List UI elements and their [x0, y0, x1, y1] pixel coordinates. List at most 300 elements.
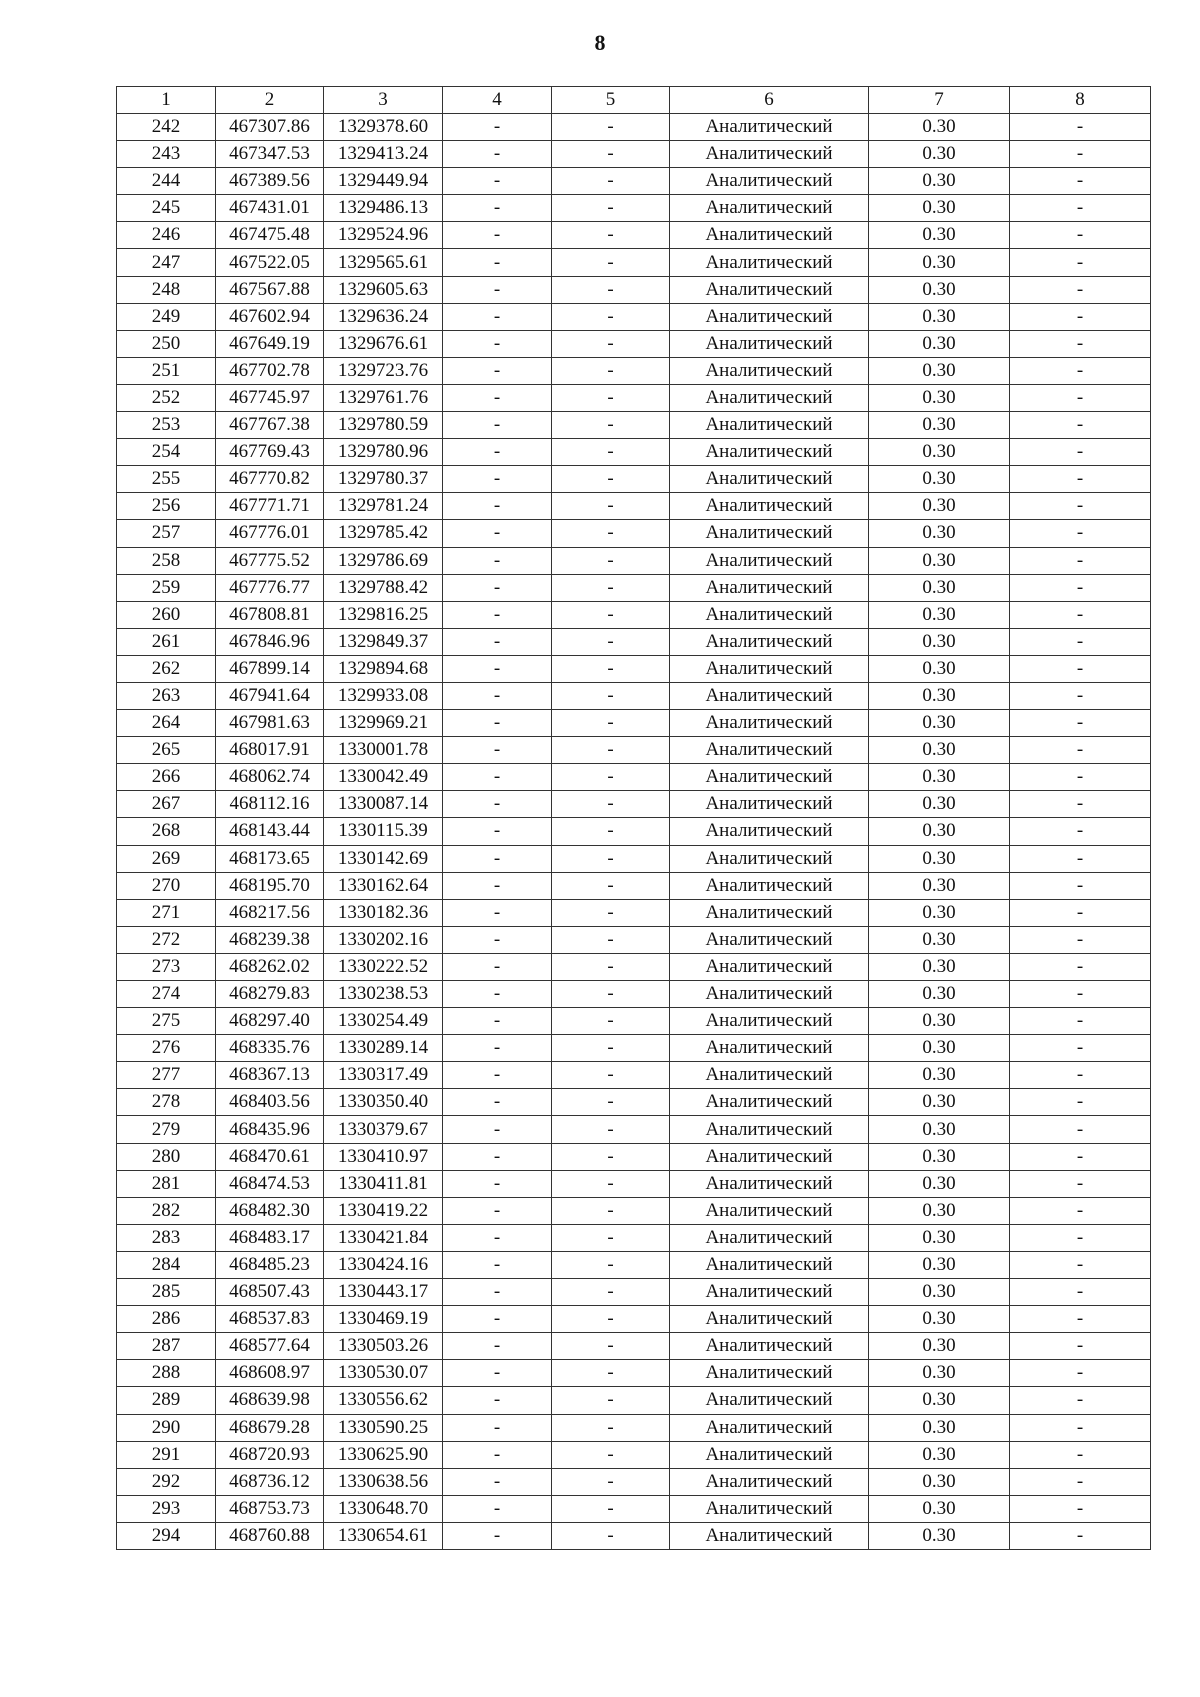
col-4-cell: -: [443, 981, 552, 1008]
col-5-cell: -: [552, 926, 670, 953]
y-coordinate-cell: 1330530.07: [324, 1360, 443, 1387]
col-5-cell: -: [552, 547, 670, 574]
col-5-cell: -: [552, 601, 670, 628]
y-coordinate-cell: 1330162.64: [324, 872, 443, 899]
point-number-cell: 290: [117, 1414, 216, 1441]
col-4-cell: -: [443, 412, 552, 439]
point-number-cell: 269: [117, 845, 216, 872]
x-coordinate-cell: 468173.65: [216, 845, 324, 872]
x-coordinate-cell: 467745.97: [216, 384, 324, 411]
table-row: [117, 953, 1151, 980]
method-cell: Аналитический: [670, 1062, 869, 1089]
point-number-cell: 292: [117, 1468, 216, 1495]
point-number-cell: 246: [117, 222, 216, 249]
col-8-cell: -: [1010, 1279, 1151, 1306]
table-row: [117, 1089, 1151, 1116]
y-coordinate-cell: 1330503.26: [324, 1333, 443, 1360]
accuracy-cell: 0.30: [869, 737, 1010, 764]
point-number-cell: 288: [117, 1360, 216, 1387]
accuracy-cell: 0.30: [869, 1251, 1010, 1278]
table-row: [117, 1062, 1151, 1089]
col-8-cell: -: [1010, 737, 1151, 764]
col-4-cell: -: [443, 845, 552, 872]
col-5-cell: -: [552, 222, 670, 249]
method-cell: Аналитический: [670, 737, 869, 764]
col-5-cell: -: [552, 953, 670, 980]
table-row: [117, 1251, 1151, 1278]
col-4-cell: -: [443, 249, 552, 276]
col-4-cell: -: [443, 357, 552, 384]
point-number-cell: 245: [117, 195, 216, 222]
accuracy-cell: 0.30: [869, 953, 1010, 980]
col-8-cell: -: [1010, 1522, 1151, 1549]
col-4-cell: -: [443, 1522, 552, 1549]
col-8-cell: -: [1010, 710, 1151, 737]
table-row: [117, 1224, 1151, 1251]
y-coordinate-cell: 1329636.24: [324, 303, 443, 330]
col-8-cell: -: [1010, 520, 1151, 547]
point-number-cell: 255: [117, 466, 216, 493]
col-4-cell: -: [443, 439, 552, 466]
method-cell: Аналитический: [670, 466, 869, 493]
point-number-cell: 280: [117, 1143, 216, 1170]
table-row: [117, 899, 1151, 926]
accuracy-cell: 0.30: [869, 682, 1010, 709]
y-coordinate-cell: 1329780.37: [324, 466, 443, 493]
accuracy-cell: 0.30: [869, 1360, 1010, 1387]
table-row: [117, 1170, 1151, 1197]
accuracy-cell: 0.30: [869, 1143, 1010, 1170]
x-coordinate-cell: 467808.81: [216, 601, 324, 628]
col-5-cell: -: [552, 1251, 670, 1278]
point-number-cell: 273: [117, 953, 216, 980]
method-cell: Аналитический: [670, 981, 869, 1008]
point-number-cell: 247: [117, 249, 216, 276]
x-coordinate-cell: 468279.83: [216, 981, 324, 1008]
method-cell: Аналитический: [670, 872, 869, 899]
x-coordinate-cell: 467567.88: [216, 276, 324, 303]
column-header-3: 3: [324, 87, 443, 114]
col-8-cell: -: [1010, 1089, 1151, 1116]
point-number-cell: 254: [117, 439, 216, 466]
col-4-cell: -: [443, 1468, 552, 1495]
accuracy-cell: 0.30: [869, 1522, 1010, 1549]
accuracy-cell: 0.30: [869, 222, 1010, 249]
col-4-cell: -: [443, 737, 552, 764]
accuracy-cell: 0.30: [869, 1035, 1010, 1062]
y-coordinate-cell: 1330625.90: [324, 1441, 443, 1468]
method-cell: Аналитический: [670, 1360, 869, 1387]
method-cell: Аналитический: [670, 1468, 869, 1495]
col-8-cell: -: [1010, 1170, 1151, 1197]
x-coordinate-cell: 467941.64: [216, 682, 324, 709]
accuracy-cell: 0.30: [869, 764, 1010, 791]
table-row: [117, 601, 1151, 628]
column-header-4: 4: [443, 87, 552, 114]
accuracy-cell: 0.30: [869, 845, 1010, 872]
x-coordinate-cell: 468736.12: [216, 1468, 324, 1495]
accuracy-cell: 0.30: [869, 249, 1010, 276]
accuracy-cell: 0.30: [869, 791, 1010, 818]
method-cell: Аналитический: [670, 1522, 869, 1549]
method-cell: Аналитический: [670, 303, 869, 330]
col-4-cell: -: [443, 1495, 552, 1522]
col-5-cell: -: [552, 276, 670, 303]
point-number-cell: 274: [117, 981, 216, 1008]
col-5-cell: -: [552, 791, 670, 818]
method-cell: Аналитический: [670, 845, 869, 872]
accuracy-cell: 0.30: [869, 330, 1010, 357]
col-5-cell: -: [552, 1387, 670, 1414]
col-8-cell: -: [1010, 926, 1151, 953]
table-row: [117, 764, 1151, 791]
y-coordinate-cell: 1329524.96: [324, 222, 443, 249]
col-4-cell: -: [443, 168, 552, 195]
method-cell: Аналитический: [670, 114, 869, 141]
method-cell: Аналитический: [670, 330, 869, 357]
method-cell: Аналитический: [670, 1306, 869, 1333]
col-4-cell: -: [443, 547, 552, 574]
y-coordinate-cell: 1330254.49: [324, 1008, 443, 1035]
x-coordinate-cell: 467522.05: [216, 249, 324, 276]
y-coordinate-cell: 1330469.19: [324, 1306, 443, 1333]
col-8-cell: -: [1010, 1008, 1151, 1035]
table-row: [117, 466, 1151, 493]
accuracy-cell: 0.30: [869, 1468, 1010, 1495]
col-8-cell: -: [1010, 168, 1151, 195]
col-5-cell: -: [552, 141, 670, 168]
method-cell: Аналитический: [670, 1495, 869, 1522]
x-coordinate-cell: 467775.52: [216, 547, 324, 574]
x-coordinate-cell: 468195.70: [216, 872, 324, 899]
table-row: [117, 1495, 1151, 1522]
col-4-cell: -: [443, 1143, 552, 1170]
x-coordinate-cell: 468485.23: [216, 1251, 324, 1278]
y-coordinate-cell: 1330142.69: [324, 845, 443, 872]
x-coordinate-cell: 467771.71: [216, 493, 324, 520]
point-number-cell: 248: [117, 276, 216, 303]
accuracy-cell: 0.30: [869, 1116, 1010, 1143]
x-coordinate-cell: 468143.44: [216, 818, 324, 845]
col-8-cell: -: [1010, 547, 1151, 574]
table-row: [117, 520, 1151, 547]
col-5-cell: -: [552, 1170, 670, 1197]
coordinates-table: [116, 86, 1151, 1550]
col-5-cell: -: [552, 1089, 670, 1116]
point-number-cell: 258: [117, 547, 216, 574]
table-row: [117, 1522, 1151, 1549]
y-coordinate-cell: 1329449.94: [324, 168, 443, 195]
y-coordinate-cell: 1330654.61: [324, 1522, 443, 1549]
col-4-cell: -: [443, 601, 552, 628]
method-cell: Аналитический: [670, 710, 869, 737]
x-coordinate-cell: 468639.98: [216, 1387, 324, 1414]
x-coordinate-cell: 467431.01: [216, 195, 324, 222]
col-4-cell: -: [443, 682, 552, 709]
accuracy-cell: 0.30: [869, 547, 1010, 574]
x-coordinate-cell: 468062.74: [216, 764, 324, 791]
col-8-cell: -: [1010, 384, 1151, 411]
col-4-cell: -: [443, 872, 552, 899]
x-coordinate-cell: 468017.91: [216, 737, 324, 764]
col-4-cell: -: [443, 953, 552, 980]
col-5-cell: -: [552, 1522, 670, 1549]
col-4-cell: -: [443, 1251, 552, 1278]
col-8-cell: -: [1010, 412, 1151, 439]
col-8-cell: -: [1010, 114, 1151, 141]
table-row: [117, 1035, 1151, 1062]
x-coordinate-cell: 468753.73: [216, 1495, 324, 1522]
point-number-cell: 263: [117, 682, 216, 709]
col-4-cell: -: [443, 710, 552, 737]
method-cell: Аналитический: [670, 1441, 869, 1468]
y-coordinate-cell: 1330238.53: [324, 981, 443, 1008]
col-4-cell: -: [443, 574, 552, 601]
col-5-cell: -: [552, 114, 670, 141]
method-cell: Аналитический: [670, 520, 869, 547]
accuracy-cell: 0.30: [869, 628, 1010, 655]
col-8-cell: -: [1010, 1414, 1151, 1441]
col-8-cell: -: [1010, 303, 1151, 330]
col-8-cell: -: [1010, 601, 1151, 628]
col-8-cell: -: [1010, 1333, 1151, 1360]
method-cell: Аналитический: [670, 574, 869, 601]
y-coordinate-cell: 1329413.24: [324, 141, 443, 168]
col-8-cell: -: [1010, 818, 1151, 845]
accuracy-cell: 0.30: [869, 141, 1010, 168]
col-5-cell: -: [552, 439, 670, 466]
method-cell: Аналитический: [670, 764, 869, 791]
y-coordinate-cell: 1329816.25: [324, 601, 443, 628]
accuracy-cell: 0.30: [869, 1387, 1010, 1414]
accuracy-cell: 0.30: [869, 1306, 1010, 1333]
method-cell: Аналитический: [670, 655, 869, 682]
col-4-cell: -: [443, 195, 552, 222]
table-row: [117, 330, 1151, 357]
col-8-cell: -: [1010, 1360, 1151, 1387]
accuracy-cell: 0.30: [869, 1197, 1010, 1224]
y-coordinate-cell: 1329780.59: [324, 412, 443, 439]
col-4-cell: -: [443, 1414, 552, 1441]
col-5-cell: -: [552, 574, 670, 601]
y-coordinate-cell: 1330648.70: [324, 1495, 443, 1522]
accuracy-cell: 0.30: [869, 466, 1010, 493]
accuracy-cell: 0.30: [869, 981, 1010, 1008]
col-4-cell: -: [443, 141, 552, 168]
table-row: [117, 682, 1151, 709]
col-5-cell: -: [552, 1143, 670, 1170]
accuracy-cell: 0.30: [869, 1008, 1010, 1035]
method-cell: Аналитический: [670, 1008, 869, 1035]
col-5-cell: -: [552, 1279, 670, 1306]
table-row: [117, 737, 1151, 764]
col-8-cell: -: [1010, 141, 1151, 168]
col-8-cell: -: [1010, 439, 1151, 466]
y-coordinate-cell: 1330424.16: [324, 1251, 443, 1278]
col-5-cell: -: [552, 466, 670, 493]
method-cell: Аналитический: [670, 628, 869, 655]
y-coordinate-cell: 1329894.68: [324, 655, 443, 682]
y-coordinate-cell: 1329378.60: [324, 114, 443, 141]
col-8-cell: -: [1010, 1495, 1151, 1522]
accuracy-cell: 0.30: [869, 926, 1010, 953]
method-cell: Аналитический: [670, 1333, 869, 1360]
col-8-cell: -: [1010, 1143, 1151, 1170]
point-number-cell: 281: [117, 1170, 216, 1197]
col-4-cell: -: [443, 276, 552, 303]
y-coordinate-cell: 1330379.67: [324, 1116, 443, 1143]
x-coordinate-cell: 467767.38: [216, 412, 324, 439]
x-coordinate-cell: 467347.53: [216, 141, 324, 168]
col-8-cell: -: [1010, 1062, 1151, 1089]
col-5-cell: -: [552, 682, 670, 709]
method-cell: Аналитический: [670, 168, 869, 195]
table-row: [117, 1306, 1151, 1333]
method-cell: Аналитический: [670, 412, 869, 439]
col-4-cell: -: [443, 1170, 552, 1197]
col-8-cell: -: [1010, 357, 1151, 384]
y-coordinate-cell: 1330350.40: [324, 1089, 443, 1116]
table-body: [117, 114, 1151, 1550]
col-5-cell: -: [552, 845, 670, 872]
y-coordinate-cell: 1330042.49: [324, 764, 443, 791]
column-header-2: 2: [216, 87, 324, 114]
method-cell: Аналитический: [670, 249, 869, 276]
method-cell: Аналитический: [670, 791, 869, 818]
col-4-cell: -: [443, 1008, 552, 1035]
y-coordinate-cell: 1330317.49: [324, 1062, 443, 1089]
table-row: [117, 303, 1151, 330]
col-4-cell: -: [443, 520, 552, 547]
y-coordinate-cell: 1330410.97: [324, 1143, 443, 1170]
table-row: [117, 222, 1151, 249]
method-cell: Аналитический: [670, 601, 869, 628]
y-coordinate-cell: 1329723.76: [324, 357, 443, 384]
col-8-cell: -: [1010, 1306, 1151, 1333]
method-cell: Аналитический: [670, 1197, 869, 1224]
table-row: [117, 249, 1151, 276]
table-row: [117, 1333, 1151, 1360]
x-coordinate-cell: 467846.96: [216, 628, 324, 655]
method-cell: Аналитический: [670, 899, 869, 926]
col-5-cell: -: [552, 357, 670, 384]
col-5-cell: -: [552, 899, 670, 926]
header-row: [117, 87, 1151, 114]
col-4-cell: -: [443, 493, 552, 520]
col-4-cell: -: [443, 818, 552, 845]
y-coordinate-cell: 1329676.61: [324, 330, 443, 357]
column-header-5: 5: [552, 87, 670, 114]
table-row: [117, 168, 1151, 195]
x-coordinate-cell: 468435.96: [216, 1116, 324, 1143]
method-cell: Аналитический: [670, 1414, 869, 1441]
accuracy-cell: 0.30: [869, 1441, 1010, 1468]
col-8-cell: -: [1010, 628, 1151, 655]
point-number-cell: 264: [117, 710, 216, 737]
point-number-cell: 267: [117, 791, 216, 818]
table-row: [117, 1387, 1151, 1414]
x-coordinate-cell: 468112.16: [216, 791, 324, 818]
table-row: [117, 628, 1151, 655]
x-coordinate-cell: 468537.83: [216, 1306, 324, 1333]
col-4-cell: -: [443, 222, 552, 249]
col-5-cell: -: [552, 1414, 670, 1441]
method-cell: Аналитический: [670, 1116, 869, 1143]
y-coordinate-cell: 1329849.37: [324, 628, 443, 655]
accuracy-cell: 0.30: [869, 384, 1010, 411]
table-row: [117, 818, 1151, 845]
y-coordinate-cell: 1329605.63: [324, 276, 443, 303]
method-cell: Аналитический: [670, 384, 869, 411]
accuracy-cell: 0.30: [869, 303, 1010, 330]
point-number-cell: 251: [117, 357, 216, 384]
col-5-cell: -: [552, 818, 670, 845]
col-4-cell: -: [443, 466, 552, 493]
x-coordinate-cell: 467389.56: [216, 168, 324, 195]
col-8-cell: -: [1010, 682, 1151, 709]
x-coordinate-cell: 467776.01: [216, 520, 324, 547]
method-cell: Аналитический: [670, 141, 869, 168]
y-coordinate-cell: 1330590.25: [324, 1414, 443, 1441]
accuracy-cell: 0.30: [869, 601, 1010, 628]
col-8-cell: -: [1010, 1468, 1151, 1495]
accuracy-cell: 0.30: [869, 439, 1010, 466]
accuracy-cell: 0.30: [869, 1224, 1010, 1251]
col-8-cell: -: [1010, 222, 1151, 249]
point-number-cell: 243: [117, 141, 216, 168]
y-coordinate-cell: 1329788.42: [324, 574, 443, 601]
col-4-cell: -: [443, 926, 552, 953]
table-row: [117, 981, 1151, 1008]
col-5-cell: -: [552, 384, 670, 411]
table-row: [117, 710, 1151, 737]
table-row: [117, 412, 1151, 439]
method-cell: Аналитический: [670, 439, 869, 466]
x-coordinate-cell: 467475.48: [216, 222, 324, 249]
col-4-cell: -: [443, 330, 552, 357]
col-5-cell: -: [552, 493, 670, 520]
col-5-cell: -: [552, 764, 670, 791]
col-4-cell: -: [443, 1062, 552, 1089]
col-4-cell: -: [443, 1224, 552, 1251]
point-number-cell: 282: [117, 1197, 216, 1224]
x-coordinate-cell: 468217.56: [216, 899, 324, 926]
y-coordinate-cell: 1330411.81: [324, 1170, 443, 1197]
method-cell: Аналитический: [670, 1251, 869, 1278]
col-8-cell: -: [1010, 1035, 1151, 1062]
point-number-cell: 242: [117, 114, 216, 141]
accuracy-cell: 0.30: [869, 195, 1010, 222]
method-cell: Аналитический: [670, 493, 869, 520]
method-cell: Аналитический: [670, 1279, 869, 1306]
col-8-cell: -: [1010, 249, 1151, 276]
y-coordinate-cell: 1330443.17: [324, 1279, 443, 1306]
y-coordinate-cell: 1329781.24: [324, 493, 443, 520]
col-5-cell: -: [552, 981, 670, 1008]
col-4-cell: -: [443, 1197, 552, 1224]
point-number-cell: 279: [117, 1116, 216, 1143]
col-8-cell: -: [1010, 764, 1151, 791]
table-row: [117, 872, 1151, 899]
x-coordinate-cell: 467769.43: [216, 439, 324, 466]
y-coordinate-cell: 1330421.84: [324, 1224, 443, 1251]
accuracy-cell: 0.30: [869, 899, 1010, 926]
y-coordinate-cell: 1329486.13: [324, 195, 443, 222]
method-cell: Аналитический: [670, 1089, 869, 1116]
col-8-cell: -: [1010, 574, 1151, 601]
x-coordinate-cell: 468297.40: [216, 1008, 324, 1035]
point-number-cell: 285: [117, 1279, 216, 1306]
